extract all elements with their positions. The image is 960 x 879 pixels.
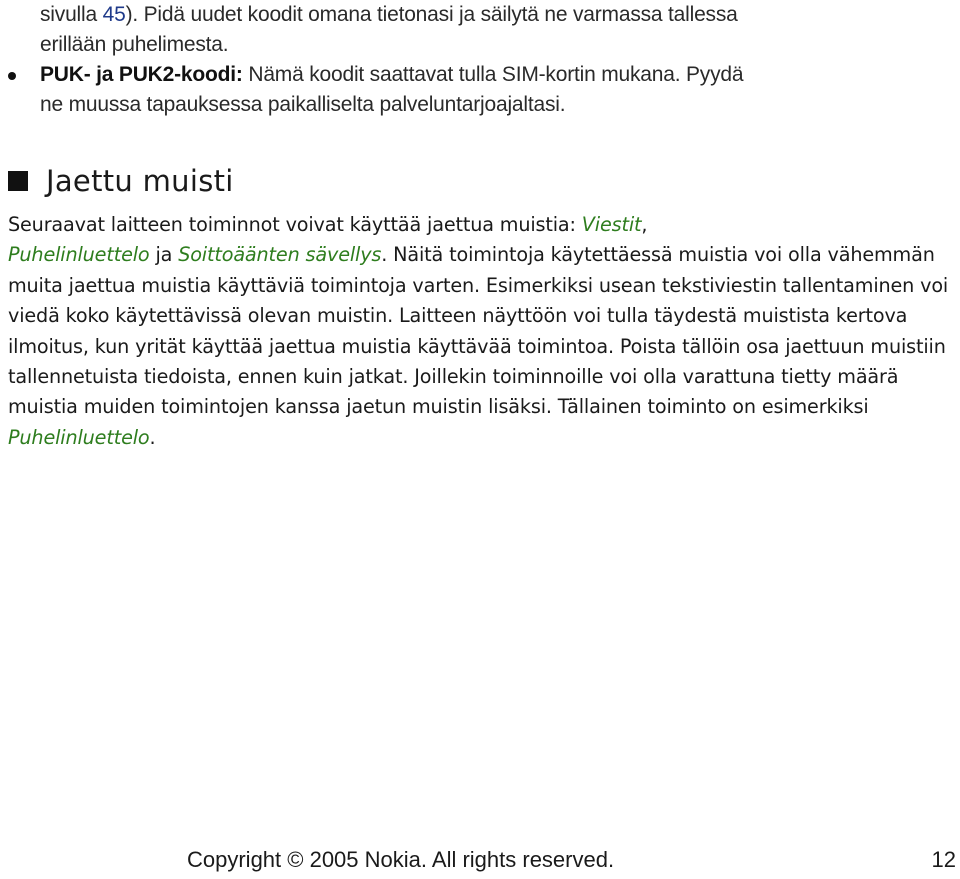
bullet-list xyxy=(8,0,908,120)
copyright-notice: Copyright © 2005 Nokia. All rights reserved. xyxy=(187,847,615,872)
puk-label: PUK- ja PUK2-koodi: xyxy=(40,63,243,86)
bullet-dot-icon xyxy=(8,72,16,80)
term-puhelinluettelo: Puhelinluettelo xyxy=(8,243,150,267)
bullet-continuation: sivulla 45). Pidä uudet koodit omana tietonasi ja säilytä ne varmassa tallessa erillään puhelimesta. xyxy=(40,3,738,56)
term-viestit: Viestit xyxy=(581,213,642,236)
term-puhelinluettelo-2: Puhelinluettelo xyxy=(8,425,150,449)
term-soittoaanten-savellys: Soittoäänten sävellys xyxy=(178,243,382,267)
section-paragraph: Seuraavat laitteen toiminnot voivat käyttää jaettua muistia: Viestit, Puhelinluettelo ja Soittoäänten sävellys. Näitä toimintoja käytettäessä muistia voi olla vähemmän muita jaettua muistia käyttäviä toimintoja varten. Esimerkiksi usean tekstiviestin tallentaminen voi viedä koko käytettävissä olevan muistin. Laitteen näyttöön voi tulla täydestä muistista kertova ilmoitus, kun yrität käyttää jaettua muistia käyttävää toimintoa. Poista tällöin osa jaettuun muistiin tallennetuista tiedoista, ennen kuin jatkat. Joillekin toiminnoille voi olla varattuna tietty määrä muistia muiden toimintojen kanssa jaetun muistin lisäksi. Tällainen toiminto on esimerkiksi Puhelinluettelo. xyxy=(8,213,949,449)
page-number: 12 xyxy=(931,847,956,872)
bullet-puk-codes: PUK- ja PUK2-koodi: Nämä koodit saattavat tulla SIM-kortin mukana. Pyydä ne muussa tapauksessa paikalliselta palveluntarjoajaltasi. xyxy=(8,60,908,120)
section-heading xyxy=(8,164,234,198)
section-title: Jaettu muisti xyxy=(46,164,234,198)
page-footer xyxy=(0,845,960,879)
square-bullet-icon xyxy=(8,171,28,191)
page-link[interactable]: 45 xyxy=(102,3,126,26)
